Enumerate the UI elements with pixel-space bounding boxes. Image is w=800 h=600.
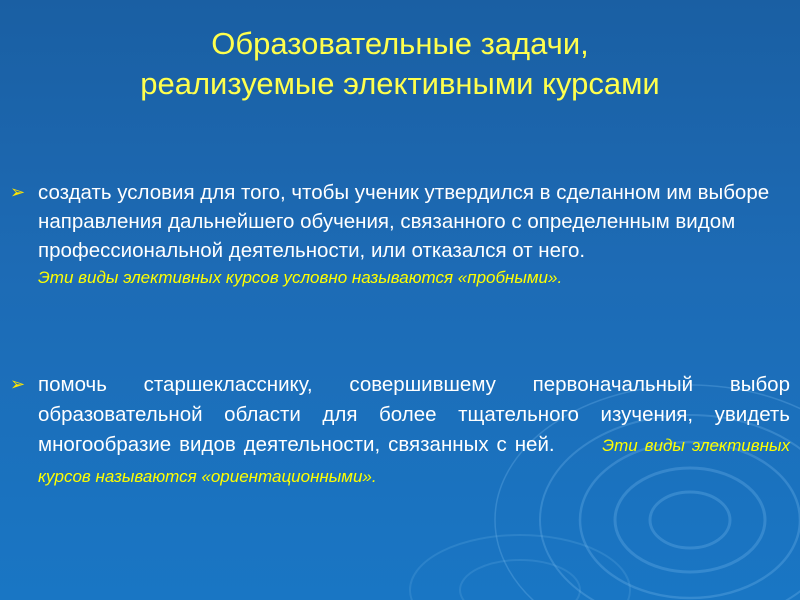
arrow-bullet-icon: ➢ bbox=[10, 182, 26, 202]
title-line-1: Образовательные задачи, bbox=[211, 26, 589, 61]
arrow-bullet-icon: ➢ bbox=[10, 374, 26, 394]
bullet-text-block bbox=[38, 178, 798, 291]
bullet-text-block bbox=[38, 370, 790, 492]
title-line-2: реализуемые элективными курсами bbox=[140, 66, 660, 101]
bullet-note: Эти виды элективных курсов называются «ориентационными». bbox=[38, 436, 790, 486]
bullet-note: Эти виды элективных курсов условно называются «пробными». bbox=[38, 268, 563, 287]
slide-title bbox=[0, 24, 800, 104]
bullet-text: помочь старшекласснику, совершившему первоначальный выбор образовательной области для более тщательного изучения, увидеть многообразие видов деятельности, связанных с ней. bbox=[38, 373, 790, 456]
bullet-text: создать условия для того, чтобы ученик утвердился в сделанном им выборе направления дальнейшего обучения, связанного с определенным видом профессиональной деятельности, или отказался от него. bbox=[38, 181, 770, 262]
